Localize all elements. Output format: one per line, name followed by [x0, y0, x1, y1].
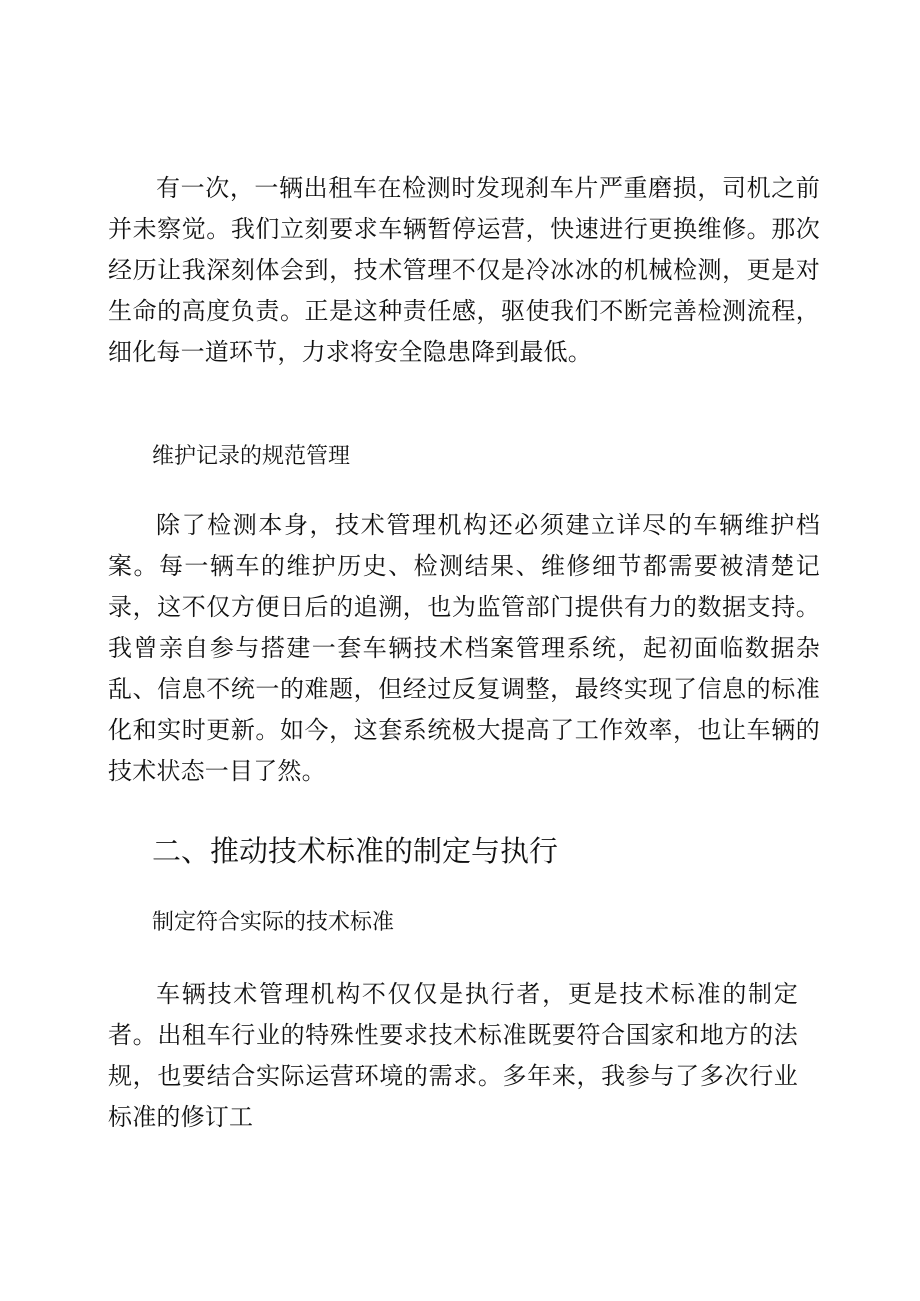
paragraph-brake-inspection: 有一次，一辆出租车在检测时发现刹车片严重磨损，司机之前并未察觉。我们立刻要求车辆暂停运营，快速进行更换维修。那次经历让我深刻体会到，技术管理不仅是冷冰冰的机械检测，更是对生命的高度负责。正是这种责任感，驱使我们不断完善检测流程，细化每一道环节，力求将安全隐患降到最低。 — [108, 174, 820, 366]
section-heading-technical-standards: 二、推动技术标准的制定与执行 — [152, 834, 559, 868]
subheading-practical-standards: 制定符合实际的技术标准 — [152, 910, 395, 935]
subheading-maintenance-records: 维护记录的规范管理 — [152, 444, 351, 469]
paragraph-standard-setting: 车辆技术管理机构不仅仅是执行者，更是技术标准的制定者。出租车行业的特殊性要求技术标准既要符合国家和地方的法规，也要结合实际运营环境的需求。多年来，我参与了多次行业标准的修订工 — [108, 980, 798, 1131]
paragraph-maintenance-archive: 除了检测本身，技术管理机构还必须建立详尽的车辆维护档案。每一辆车的维护历史、检测结果、维修细节都需要被清楚记录，这不仅方便日后的追溯，也为监管部门提供有力的数据支持。我曾亲自参与搭建一套车辆技术档案管理系统，起初面临数据杂乱、信息不统一的难题，但经过反复调整，最终实现了信息的标准化和实时更新。如今，这套系统极大提高了工作效率，也让车辆的技术状态一目了然。 — [108, 511, 820, 785]
